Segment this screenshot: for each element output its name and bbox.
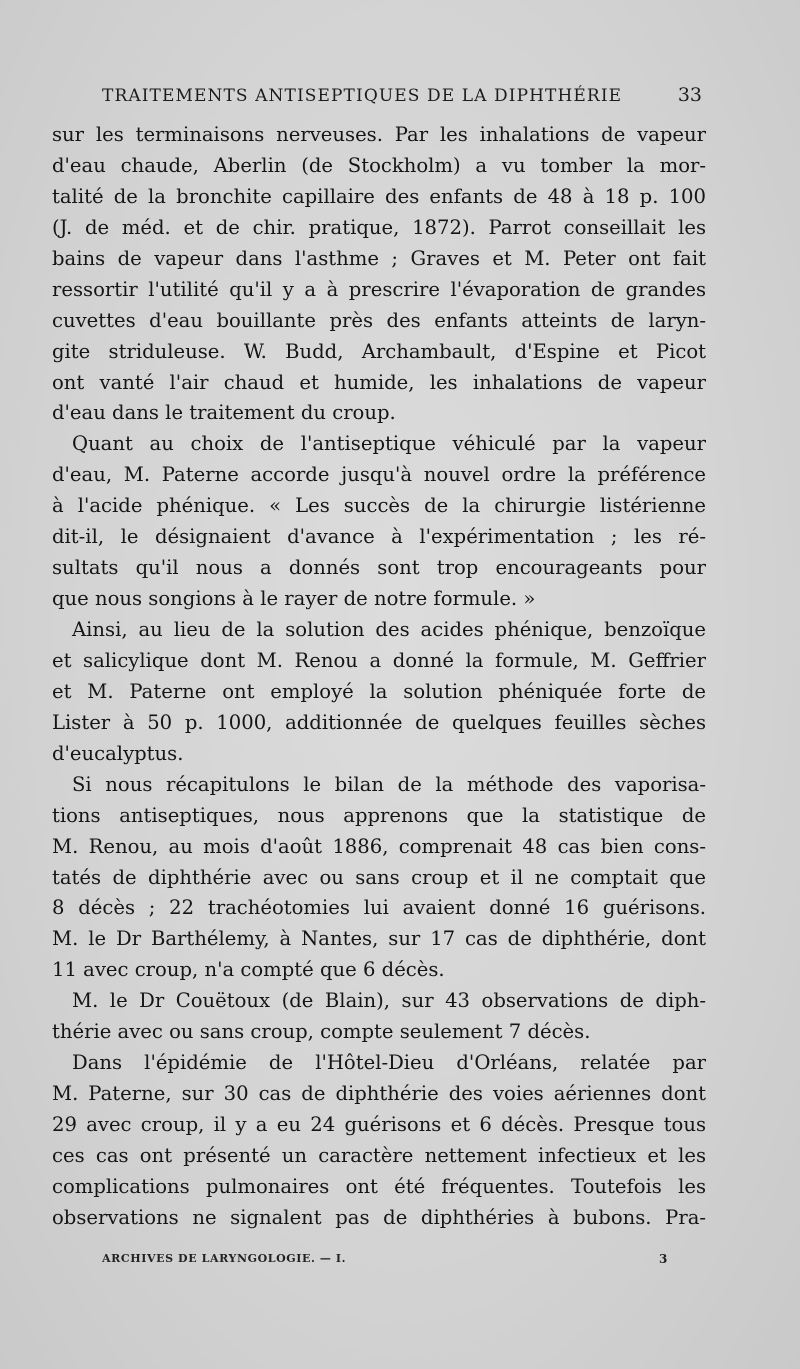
text-line: à l'acide phénique. « Les succès de la chirurgie listérienne	[52, 494, 706, 518]
text-line: et M. Paterne ont employé la solution phéniquée forte de	[52, 679, 706, 703]
text-line: 8 décès ; 22 trachéotomies lui avaient donné 16 guérisons.	[52, 896, 706, 920]
text-line: M. le Dr Couëtoux (de Blain), sur 43 observations de diph-	[72, 989, 706, 1013]
text-line: d'eucalyptus.	[52, 741, 184, 765]
text-line: sur les terminaisons nerveuses. Par les inhalations de vapeur	[52, 123, 706, 146]
text-line: tatés de diphthérie avec ou sans croup et il ne comptait que	[52, 865, 706, 889]
text-line: d'eau dans le traitement du croup.	[52, 401, 396, 425]
running-title: TRAITEMENTS ANTISEPTIQUES DE LA DIPHTHÉRIE	[102, 86, 623, 106]
text-line: Ainsi, au lieu de la solution des acides phénique, benzoïque	[72, 618, 706, 641]
paragraph	[52, 429, 706, 615]
text-line: complications pulmonaires ont été fréquentes. Toutefois les	[52, 1174, 706, 1198]
text-line: (J. de méd. et de chir. pratique, 1872). Parrot conseillait les	[52, 215, 706, 239]
paragraph	[52, 770, 706, 987]
text-line: Quant au choix de l'antiseptique véhiculé par la vapeur	[72, 432, 706, 456]
text-line: ces cas ont présenté un caractère nettement infectieux et les	[52, 1143, 706, 1167]
text-line: et salicylique dont M. Renou a donné la formule, M. Geffrier	[52, 648, 706, 672]
text-line: talité de la bronchite capillaire des enfants de 48 à 18 p. 100	[52, 184, 706, 208]
text-line: que nous songions à le rayer de notre formule. »	[52, 587, 536, 611]
page-footer	[102, 1252, 668, 1274]
text-line: observations ne signalent pas de diphthéries à bubons. Pra-	[52, 1205, 706, 1229]
page-header	[52, 86, 702, 116]
text-line: M. Renou, au mois d'août 1886, comprenait 48 cas bien cons-	[52, 834, 706, 858]
text-line: bains de vapeur dans l'asthme ; Graves et M. Peter ont fait	[52, 246, 706, 270]
text-line: Si nous récapitulons le bilan de la méthode des vaporisa-	[72, 772, 706, 796]
journal-line: ARCHIVES DE LARYNGOLOGIE. — I.	[102, 1252, 347, 1265]
text-line: M. le Dr Barthélemy, à Nantes, sur 17 cas de diphthérie, dont	[52, 927, 706, 951]
text-line: d'eau chaude, Aberlin (de Stockholm) a vu tomber la mor-	[52, 153, 706, 177]
text-line: Dans l'épidémie de l'Hôtel-Dieu d'Orléans, relatée par	[72, 1051, 706, 1075]
text-line: thérie avec ou sans croup, compte seulement 7 décès.	[52, 1020, 591, 1044]
text-line: tions antiseptiques, nous apprenons que la statistique de	[52, 803, 706, 827]
text-line: cuvettes d'eau bouillante près des enfants atteints de laryn-	[52, 308, 706, 332]
text-line: Lister à 50 p. 1000, additionnée de quelques feuilles sèches	[52, 710, 706, 734]
text-line: gite striduleuse. W. Budd, Archambault, d'Espine et Picot	[52, 339, 706, 363]
text-line: 29 avec croup, il y a eu 24 guérisons et 6 décès. Presque tous	[52, 1113, 706, 1136]
text-line: ressortir l'utilité qu'il y a à prescrire l'évaporation de grandes	[52, 277, 706, 301]
text-line: ont vanté l'air chaud et humide, les inhalations de vapeur	[52, 370, 706, 394]
paragraph	[52, 1048, 706, 1234]
page-number: 33	[677, 84, 702, 106]
paragraph	[52, 615, 706, 770]
text-line: M. Paterne, sur 30 cas de diphthérie des voies aériennes dont	[52, 1082, 706, 1106]
paragraph	[52, 986, 706, 1048]
text-line: dit-il, le désignaient d'avance à l'expérimentation ; les ré-	[52, 525, 706, 549]
text-line: d'eau, M. Paterne accorde jusqu'à nouvel ordre la préférence	[52, 463, 706, 487]
body-text	[52, 120, 706, 1234]
signature-mark: 3	[659, 1252, 668, 1266]
text-line: 11 avec croup, n'a compté que 6 décès.	[52, 958, 445, 982]
paragraph	[52, 120, 706, 429]
text-line: sultats qu'il nous a donnés sont trop encourageants pour	[52, 556, 706, 580]
